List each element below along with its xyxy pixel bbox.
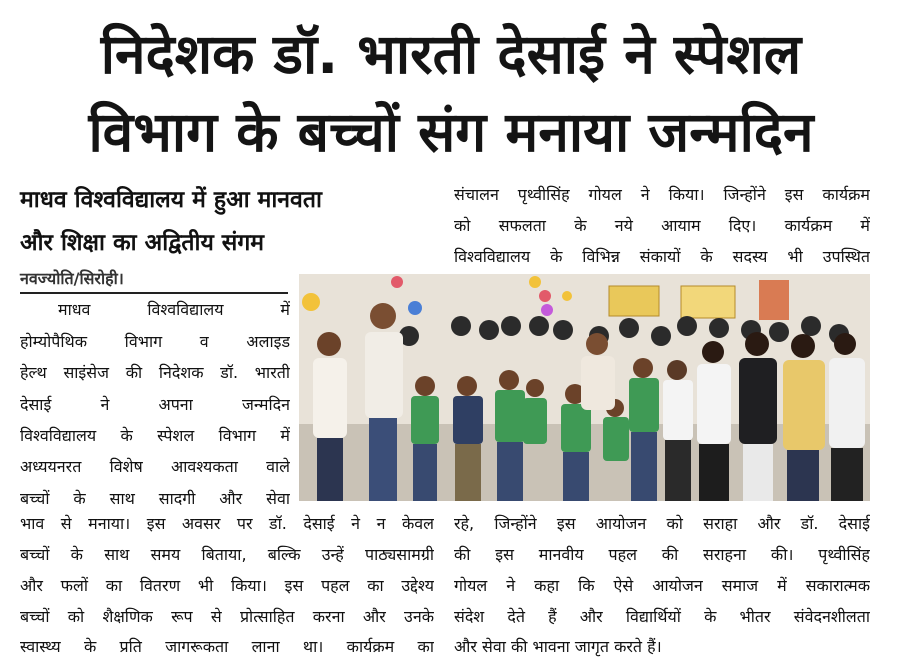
body-line: स्वास्थ्य के प्रति जागरूकता लाना था। कार्यक्रम का [20,637,434,656]
body-line: विश्वविद्यालय के विभिन्न संकायों के सदस्य भी उपस्थित [454,247,870,266]
byline: नवज्योति/सिरोही। [20,269,124,288]
body-line: और सेवा की भावना जागृत करते हैं। [454,637,662,656]
group-photo-illustration [299,274,870,501]
body-line: अध्ययनरत विशेष आवश्यकता वाले [20,457,290,476]
body-line: रहे, जिन्होंने इस आयोजन को सराहा और डॉ. देसाई [454,514,870,533]
body-line: होम्योपैथिक विभाग व अलाइड [20,332,290,351]
body-line: हेल्थ साइंसेज की निदेशक डॉ. भारती [20,363,290,382]
body-line: बच्चों के साथ समय बिताया, बल्कि उन्हें पाठ्यसामग्री [20,545,434,564]
body-line: विश्वविद्यालय के स्पेशल विभाग में [20,426,290,445]
body-line: माधव विश्वविद्यालय में [58,300,290,319]
subheadline-line-2: और शिक्षा का अद्वितीय संगम [20,230,265,256]
body-line: संदेश देते हैं और विद्यार्थियों के भीतर संवेदनशीलता [454,607,870,626]
body-line: की इस मानवीय पहल की सराहना की। पृथ्वीसिंह [454,545,870,564]
body-line: गोयल ने कहा कि ऐसे आयोजन समाज में सकारात्मक [454,576,870,595]
body-line: बच्चों के साथ सादगी और सेवा [20,489,290,508]
body-line: देसाई ने अपना जन्मदिन [20,395,290,414]
event-photo [299,274,870,501]
body-line: बच्चों को शैक्षणिक रूप से प्रोत्साहित करना और उनके [20,607,434,626]
headline-line-2: विभाग के बच्चों संग मनाया जन्मदिन [88,100,814,164]
headline-line-1: निदेशक डॉ. भारती देसाई ने स्पेशल [100,22,802,86]
byline-rule [20,292,288,294]
body-line: भाव से मनाया। इस अवसर पर डॉ. देसाई ने न केवल [20,514,434,533]
subheadline-line-1: माधव विश्वविद्यालय में हुआ मानवता [20,187,322,213]
body-line: संचालन पृथ्वीसिंह गोयल ने किया। जिन्होंने इस कार्यक्रम [454,185,870,204]
body-line: को सफलता के नये आयाम दिए। कार्यक्रम में [454,216,870,235]
body-line: और फलों का वितरण भी किया। इस पहल का उद्देश्य [20,576,434,595]
